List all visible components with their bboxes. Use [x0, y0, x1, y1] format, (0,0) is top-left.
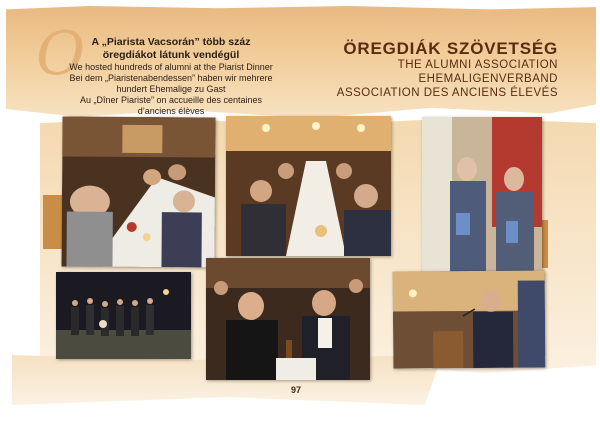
caption-german-line-1: Bei dem „Piaristenabendessen” haben wir mehrere [69, 73, 273, 83]
section-title [337, 39, 558, 100]
photo-caption [64, 36, 278, 117]
drop-cap-letter: O [36, 19, 86, 89]
caption-hungarian: A „Piarista Vacsorán” több száz öregdiákot látunk vendégül [91, 36, 251, 61]
photo-award-presentation [422, 117, 542, 273]
caption-french: Au „Dîner Piariste” on accueille des centaines d’anciens élèves [79, 95, 263, 116]
title-german: EHEMALIGENVERBAND [418, 73, 558, 85]
title-french: ASSOCIATION DES ANCIENS ÉLEVÉS [336, 87, 558, 99]
page-number: 97 [291, 385, 302, 395]
photo-evening-group [56, 272, 191, 359]
caption-german-line-2: hundert Ehemalige zu Gast [116, 84, 226, 94]
photo-banquet-hall [226, 116, 391, 256]
title-hungarian: ÖREGDIÁK SZÖVETSÉG [343, 39, 558, 58]
title-english: THE ALUMNI ASSOCIATION [397, 59, 558, 71]
photo-dinner-table [61, 116, 215, 267]
photo-speaker-lectern [393, 270, 546, 368]
caption-english: We hosted hundreds of alumni at the Piarist Dinner [69, 62, 273, 72]
photo-guests-seated [206, 258, 370, 380]
